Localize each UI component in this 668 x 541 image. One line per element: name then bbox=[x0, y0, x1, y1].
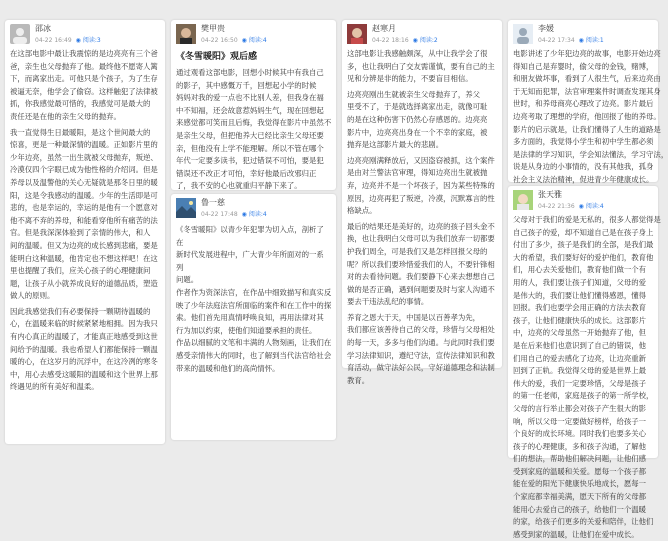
text-line: 呢？所以我们要珍惜爱我们的人，不要针锋相 bbox=[347, 259, 495, 269]
post-body bbox=[342, 48, 502, 387]
text-line: 格缺点。 bbox=[347, 206, 377, 216]
post-paragraph bbox=[347, 221, 497, 309]
post-paragraph bbox=[176, 67, 331, 193]
post-paragraph bbox=[347, 312, 497, 388]
text-line: 感受亲情伟大的同时，也了解到当代法官给社会 bbox=[176, 350, 332, 360]
post-paragraph bbox=[513, 48, 668, 187]
text-line: 于无知而犯罪，法官审理案件时调查发现其身 bbox=[513, 86, 661, 96]
text-line: 大的希望，我们要好好的爱护他们，教育他 bbox=[513, 252, 654, 262]
text-line: 悲的，也是幸运的，幸运的是他有一个愿意对 bbox=[10, 203, 158, 213]
text-line: 们用自己的爱去感化了边亮，让边亮重新 bbox=[513, 353, 647, 363]
text-line: 原因，边亮再犯了叛逆，冷漠，沉默寡言的性 bbox=[347, 193, 495, 203]
text-line: 在这部电影中最让我震惊的是边亮亮有三个爸 bbox=[10, 49, 158, 58]
text-line: 少年边亮，虽然一出生就被父母抛弃，叛逆、 bbox=[10, 152, 158, 162]
avatar[interactable] bbox=[347, 24, 367, 44]
author-name[interactable]: 赵寒月 bbox=[372, 24, 396, 33]
text-line: 学习法律知识，遵纪守法，宣传法律知识和教 bbox=[347, 350, 495, 360]
text-line: 行为加以约束，使他们知道要承担的责任。 bbox=[176, 325, 317, 335]
text-line: 父母对于我们的爱是无私的，很多人都觉得是 bbox=[513, 215, 661, 224]
text-line: 能在爱的阳光下健康快乐地成长，愿每一 bbox=[513, 479, 647, 489]
post-body bbox=[508, 214, 661, 541]
text-line: 边亮亮刚出生就被亲生父母抛弃了，养父 bbox=[347, 89, 481, 99]
author-name[interactable]: 张天雅 bbox=[538, 190, 562, 199]
text-line: 中，用心去感受这暖阳的温暖和这个世界上那 bbox=[10, 369, 158, 379]
post-body bbox=[171, 50, 336, 193]
post-header bbox=[342, 20, 502, 48]
eye-icon: ◉ bbox=[578, 37, 584, 44]
author-name[interactable]: 樊甲贵 bbox=[201, 24, 225, 33]
post-meta bbox=[538, 201, 604, 210]
post-header bbox=[508, 186, 658, 214]
text-line: 自己孩子的爱，却不知道自己是在孩子身上 bbox=[513, 227, 654, 237]
text-line: 个良好的成长环境。同时我们也要多关心 bbox=[513, 429, 647, 439]
text-line: 官。但是我深深体验到了亲情的伟大，和人 bbox=[10, 228, 151, 238]
text-line: 是法律的学习知识，学会知法懂法，学习守法， bbox=[513, 149, 668, 159]
post-paragraph bbox=[10, 306, 160, 394]
avatar[interactable] bbox=[176, 24, 196, 44]
text-line: 和朋友做坏事，看到了人很生气，后来边亮由 bbox=[513, 74, 661, 84]
text-line: 多方面的，我觉得小学生和初中学生都必须 bbox=[513, 137, 654, 147]
text-line: 多，也让我明白了交友需谨慎，要有自己的主 bbox=[347, 61, 495, 71]
avatar[interactable] bbox=[10, 24, 30, 44]
post-card-3 bbox=[171, 194, 336, 440]
text-line: 见和分辨是非的能力，不要盲目相信。 bbox=[347, 74, 473, 84]
post-date: 04-22 17:48 bbox=[201, 211, 238, 218]
text-line: 是亲生父母，但把他养大已经比亲生父母还要 bbox=[176, 130, 324, 140]
text-line: 对的去看待问题。我们要静下心来去想想自己 bbox=[347, 272, 495, 282]
text-line: 的影子，其中感慨万千，回想起小学的时候 bbox=[176, 80, 317, 90]
post-paragraph bbox=[347, 155, 497, 218]
text-line: 感受到家的温暖，让他们在爱中成长。 bbox=[513, 529, 639, 539]
text-line: 阳，这是令我感动的温暖。少年的生活即是可 bbox=[10, 190, 158, 200]
post-date: 04-22 16:49 bbox=[35, 37, 72, 44]
post-meta bbox=[201, 35, 267, 44]
text-line: 索。他们首先用真情呼唤良知，再用法律对其 bbox=[176, 313, 324, 323]
post-header bbox=[171, 194, 336, 222]
text-line: 影片中，边亮亮出身在一个不幸的家庭，被 bbox=[347, 127, 488, 137]
text-line: 终遇见的所有美好和温柔。 bbox=[10, 382, 99, 392]
text-line: 作品以细腻的文笔和丰满的人物刻画，让我们在 bbox=[176, 338, 332, 348]
eye-icon: ◉ bbox=[578, 203, 584, 210]
post-meta bbox=[201, 209, 267, 218]
text-line: 通过观看这部电影，回想小时候其中有我自己 bbox=[176, 68, 324, 77]
text-line: 最后的结果还是美好的，边亮的孩子回头金不 bbox=[347, 221, 495, 231]
text-line: 年代一定要多读书，犯过错误不可怕，要是犯 bbox=[176, 156, 324, 166]
text-line: 是由对兰警法官审理，得知边亮出生就被抛 bbox=[347, 168, 488, 178]
author-name[interactable]: 李媛 bbox=[538, 24, 554, 33]
text-line: 换，也让我明白父母可以为我们放弃一切都要 bbox=[347, 234, 495, 244]
author-name[interactable]: 邵冰 bbox=[35, 24, 51, 33]
text-line: 心，在温暖来临的时候紧紧地相拥。因为我只 bbox=[10, 319, 158, 329]
text-line: 中，边亮的父母虽然一开始抛弃了他，但 bbox=[513, 328, 647, 338]
post-card-4 bbox=[342, 20, 502, 385]
post-date: 04-22 21:36 bbox=[538, 203, 575, 210]
post-date: 04-22 16:50 bbox=[201, 37, 238, 44]
text-line: 社会主义法治精神，促进青少年健康成长。 bbox=[513, 174, 654, 184]
post-header bbox=[508, 20, 658, 48]
text-line: 用的人，我们要让孩子们知道，父母的爱 bbox=[513, 277, 647, 287]
text-line: 间给予的温暖。我也希望人们都能保持一颗温 bbox=[10, 344, 158, 354]
text-line: 中不知福，还会故意惹妈妈生气，现在回想起 bbox=[176, 105, 324, 115]
text-line: 能明白这种温暖，他肯定也不想这样吧！在这 bbox=[10, 253, 158, 263]
text-line: 养育之恩大于天，中国是以百善孝为先， bbox=[347, 312, 481, 322]
text-line: 要去干违法乱纪的事情。 bbox=[347, 297, 429, 307]
read-count: 阅读:2 bbox=[419, 37, 438, 44]
text-line: 因此我感觉我们有必要保持一颗期待温暖的 bbox=[10, 306, 151, 316]
text-line: 们的想法，帮助他们解决问题，让他们感 bbox=[513, 454, 647, 464]
text-line: 错误还不改正才可怕，幸好他最后改邪归正 bbox=[176, 168, 317, 178]
post-meta bbox=[538, 35, 604, 44]
text-line: 育活动，做守法好公民，守好道德理念和法制 bbox=[347, 363, 495, 373]
read-count: 阅读:1 bbox=[585, 37, 604, 44]
post-date: 04-22 18:16 bbox=[372, 37, 409, 44]
text-line: 说是从身边的小事情的，没有其他我，孤身 bbox=[513, 162, 654, 172]
post-paragraph bbox=[347, 89, 497, 152]
post-card-1 bbox=[5, 20, 165, 444]
text-line: 响，所以父母一定要做好榜样，给孩子一 bbox=[513, 416, 647, 426]
text-line: 抛弃是这部影片最大的悲剧。 bbox=[347, 140, 444, 150]
text-line: 受到家庭的温暖和关爱。愿每一个孩子都 bbox=[513, 466, 647, 476]
text-line: 妈妈对我的爱一点也不比别人差，但我身在福 bbox=[176, 93, 324, 103]
text-line: 父母的言行举止都会对孩子产生很大的影 bbox=[513, 403, 647, 413]
text-line: 个家庭都幸福美满，愿天下所有的父母都 bbox=[513, 492, 647, 502]
text-line: 问题。 bbox=[176, 275, 199, 285]
text-line: 的是在这种伤害下仍然心存感恩的。边亮亮 bbox=[347, 114, 488, 124]
text-line: 间的温暖。但又为边亮的成长感到悲痛，要是 bbox=[10, 240, 158, 250]
text-line: 世时，和养母商亮心理改了边亮。影片最后 bbox=[513, 99, 654, 109]
post-paragraph bbox=[347, 48, 497, 86]
post-paragraph bbox=[10, 48, 160, 124]
avatar[interactable] bbox=[176, 198, 196, 218]
eye-icon: ◉ bbox=[241, 211, 247, 218]
text-line: 是在后来他们也意识到了自己的错误，他 bbox=[513, 340, 647, 350]
text-line: 做人的原则。 bbox=[10, 291, 55, 301]
text-line: 的每一天，多多与他们沟通。与此同时我们要 bbox=[347, 338, 495, 348]
author-name[interactable]: 鲁一慈 bbox=[201, 198, 225, 207]
text-line: 惊喜，更是一种最深情的温暖。正如影片里的 bbox=[10, 140, 158, 150]
text-line: 付出了多少，孩子是我们的全部，是我们最 bbox=[513, 240, 654, 250]
post-card-5 bbox=[508, 20, 668, 184]
text-line: 来感觉都可笑而且后悔，我觉得在影片中虽然不 bbox=[176, 118, 332, 128]
text-line: 有内心真正的温暖了，才能真正地感受到这世 bbox=[10, 332, 158, 342]
text-line: 题，让孩子从小就养成良好的道德品质，塑造 bbox=[10, 278, 158, 288]
text-line: 弃，边亮并不是一个坏孩子，因为某些特殊的 bbox=[347, 180, 495, 190]
text-line: 抓，你我感觉最可惜的，我感觉可是最大的 bbox=[10, 99, 151, 109]
read-count: 阅读:3 bbox=[82, 37, 101, 44]
post-meta bbox=[372, 35, 438, 44]
text-line: 回到了正轨。我觉得父母的爱是世界上最 bbox=[513, 366, 647, 376]
text-line: 教育。 bbox=[347, 375, 370, 385]
post-paragraph bbox=[10, 127, 160, 303]
text-line: 们，用心去关爱他们，教育他们做一个有 bbox=[513, 265, 647, 275]
text-line: 里受不了，于是就选择离家出走，就像可耻 bbox=[347, 102, 488, 112]
text-line: 他不离不弃的养母，和能看穿他所有痛苦的法 bbox=[10, 215, 158, 225]
post-paragraph bbox=[513, 214, 661, 541]
post-card-6 bbox=[508, 186, 661, 539]
avatar[interactable] bbox=[513, 24, 533, 44]
text-line: 冷漠仅四个字眼已成为他性格的介绍词。但是 bbox=[10, 165, 158, 175]
text-line: 下，而离家出走。可他只是个孩子，为了生存 bbox=[10, 74, 158, 84]
text-line: 带来的温暖和他们的高尚情怀。 bbox=[176, 363, 280, 373]
text-line: 《冬雪暖阳》以青少年犯罪为切入点，剖析了 bbox=[176, 225, 324, 234]
text-line: 亲，但他没有上学不能理解。所以不管在哪个 bbox=[176, 143, 324, 153]
post-paragraph bbox=[176, 224, 331, 375]
text-line: 我一直觉得生日最暖阳，是这个世间最大的 bbox=[10, 127, 151, 137]
text-line: 暖的心，在这岁月的沉浮中，在这冷冽的寒冬 bbox=[10, 357, 158, 367]
text-line: 的家，给孩子们更多的关爱和陪伴，让他们 bbox=[513, 517, 654, 527]
text-line: 边亮考取了理想的学府，他回报了他的养母。 bbox=[513, 111, 661, 121]
text-line: 得知自己是弃婴时，偷父母的金钱，赌博， bbox=[513, 61, 654, 71]
text-line: 电影讲述了少年犯边亮的故事，电影开始边亮 bbox=[513, 49, 661, 58]
text-line: 责任还是在他的亲生父母的抛弃。 bbox=[10, 111, 121, 121]
text-line: 边亮亮刚满释放后，又因盗窃被抓，这个案件 bbox=[347, 155, 495, 165]
post-date: 04-22 17:34 bbox=[538, 37, 575, 44]
post-header bbox=[5, 20, 165, 48]
text-line: 爸，亲生也父母抛弃了他。最终他不愿寄人篱 bbox=[10, 61, 158, 71]
avatar[interactable] bbox=[513, 190, 533, 210]
post-body bbox=[5, 48, 165, 394]
text-line: 我们都应该善待自己的父母，珍惜与父母相处 bbox=[347, 325, 495, 335]
text-line: 养母以及温警他的关心无疑就是那冬日里的暖 bbox=[10, 177, 158, 187]
read-count: 阅读:4 bbox=[248, 37, 267, 44]
read-count: 阅读:4 bbox=[248, 211, 267, 218]
text-line: 回报。我们也要学会用正确的方法去教育 bbox=[513, 303, 647, 313]
eye-icon: ◉ bbox=[241, 37, 247, 44]
text-line: 里也提醒了我们，应关心孩子的心理健康问 bbox=[10, 266, 151, 276]
text-line: 孩子的心理健康，多和孩子沟通，了解他 bbox=[513, 441, 647, 451]
text-line: 的第一任老师，家庭是孩子的第一所学校， bbox=[513, 391, 654, 401]
text-line: 在 bbox=[176, 237, 184, 247]
text-line: 被逼无奈，他学会了偷窃。这样触犯了法律被 bbox=[10, 86, 158, 96]
post-meta bbox=[35, 35, 101, 44]
post-header bbox=[171, 20, 336, 48]
text-line: 孩子，让他们健康快乐的成长。这部影片 bbox=[513, 315, 647, 325]
text-line: 映了少年法庭法官所面临的案件和在工作中的探 bbox=[176, 300, 332, 310]
text-line: 做的是否正确，遇到问题要及时与家人沟通不 bbox=[347, 284, 495, 294]
text-line: 伟大的爱，我们一定要珍惜，父母是孩子 bbox=[513, 378, 647, 388]
text-line: 影片的启示就是，让我们懂得了人生的道路是 bbox=[513, 124, 661, 134]
post-body bbox=[508, 48, 668, 187]
text-line: 了，我不安的心也就重归平静下来了。 bbox=[176, 181, 302, 191]
eye-icon: ◉ bbox=[412, 37, 418, 44]
text-line: 新时代发展进程中，广大青少年所面对的一系 bbox=[176, 250, 324, 260]
post-title: 《冬雪暖阳》观后感 bbox=[176, 52, 258, 62]
text-line: 能用心去爱自己的孩子，给他们一个温暖 bbox=[513, 504, 647, 514]
eye-icon: ◉ bbox=[75, 37, 81, 44]
text-line: 这部电影让我感触颇深，从中让我学会了很 bbox=[347, 49, 488, 58]
text-line: 列 bbox=[176, 262, 184, 272]
read-count: 阅读:4 bbox=[585, 203, 604, 210]
text-line: 是伟大的，我们要让他们懂得感恩，懂得 bbox=[513, 290, 647, 300]
post-body bbox=[171, 222, 336, 380]
post-card-2 bbox=[171, 20, 336, 190]
text-line: 作者作为资深法官，在作品中细致描写和真实反 bbox=[176, 287, 332, 297]
text-line: 护我们周全，可是我们又是怎样回报父母的 bbox=[347, 246, 488, 256]
